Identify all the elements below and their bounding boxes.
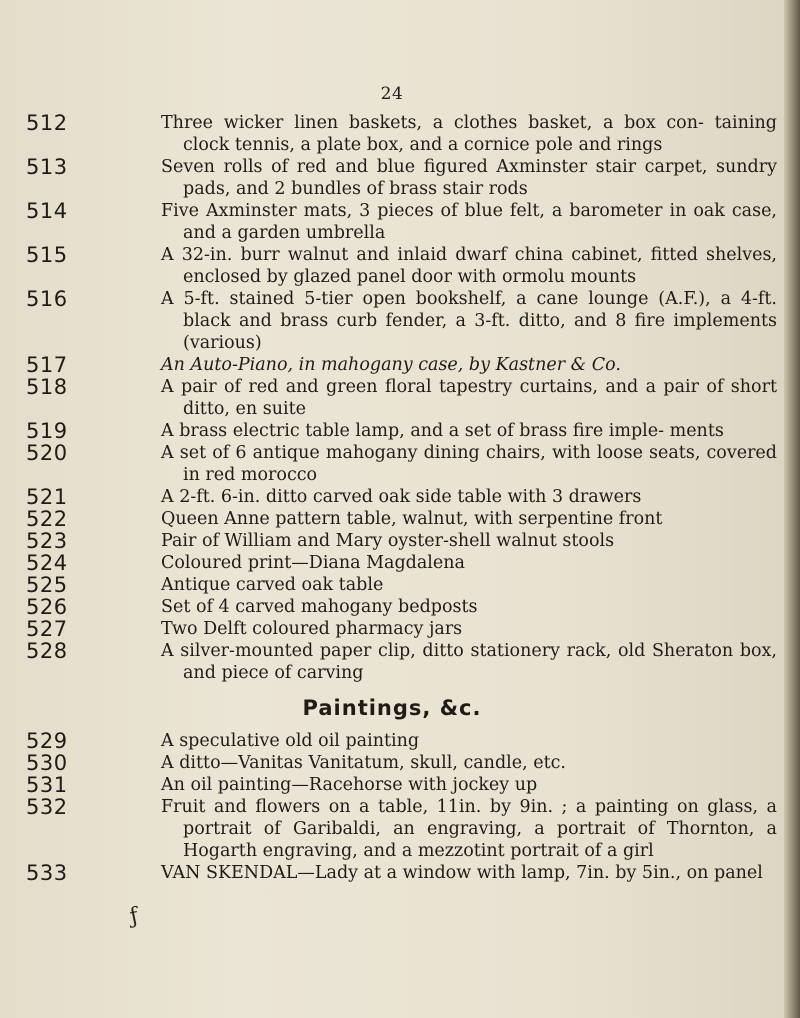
lot-number: 527 [26,617,68,641]
lot-description: A set of 6 antique mahogany dining chairs, with loose seats, covered in red morocco [161,443,777,485]
lot-description: Two Delft coloured pharmacy jars [161,619,463,639]
lot-description: An oil painting—Racehorse with jockey up [161,775,538,795]
lot-number: 524 [26,551,68,575]
lot-description: Queen Anne pattern table, walnut, with serpentine front [161,509,663,529]
lot-description: Coloured print—Diana Magdalena [161,553,465,573]
lot-number: 523 [26,529,68,553]
lot-description: A 5-ft. stained 5-tier open bookshelf, a cane lounge (A.F.), a 4-ft. black and brass curb fender, a 3-ft. ditto, and 8 fire implements (various) [161,289,777,353]
lot-number: 532 [26,795,68,819]
lot-number: 518 [26,375,68,399]
lot-description: Five Axminster mats, 3 pieces of blue felt, a barometer in oak case, and a garden umbrella [161,201,777,243]
lot-number: 514 [26,199,68,223]
lot-number: 533 [26,861,68,885]
lot-number: 516 [26,287,68,311]
lot-description: A silver-mounted paper clip, ditto stationery rack, old Sheraton box, and piece of carving [161,641,777,683]
lot-description: Three wicker linen baskets, a clothes basket, a box con- taining clock tennis, a plate box, and a cornice pole and rings [161,113,777,155]
pencil-mark: ƒ [127,903,141,930]
lot-number: 519 [26,419,68,443]
lot-description: An Auto-Piano, in mahogany case, by Kastner & Co. [161,355,621,375]
lot-description: A 2-ft. 6-in. ditto carved oak side table with 3 drawers [161,487,642,507]
lot-number: 522 [26,507,68,531]
lot-description: VAN SKENDAL—Lady at a window with lamp, 7in. by 5in., on panel [161,863,763,883]
lot-number: 526 [26,595,68,619]
lot-number: 525 [26,573,68,597]
lot-number: 515 [26,243,68,267]
lot-description: A speculative old oil painting [161,731,420,751]
lot-number: 512 [26,111,68,135]
lot-number: 530 [26,751,68,775]
lot-description: A 32-in. burr walnut and inlaid dwarf china cabinet, fitted shelves, enclosed by glazed panel door with ormolu mounts [161,245,777,287]
lot-number: 528 [26,639,68,663]
lot-number: 517 [26,353,68,377]
lot-description: A brass electric table lamp, and a set of brass fire imple- ments [161,421,724,441]
lot-description: Set of 4 carved mahogany bedposts [161,597,478,617]
page-number: 24 [380,84,404,104]
lot-number: 521 [26,485,68,509]
lot-number: 520 [26,441,68,465]
lot-description: Seven rolls of red and blue figured Axminster stair carpet, sundry pads, and 2 bundles of brass stair rods [161,157,777,199]
lot-description: Pair of William and Mary oyster-shell walnut stools [161,531,615,551]
lot-number: 529 [26,729,68,753]
lot-description: A ditto—Vanitas Vanitatum, skull, candle, etc. [161,753,566,773]
lot-number: 531 [26,773,68,797]
lot-description: A pair of red and green floral tapestry curtains, and a pair of short ditto, en suite [161,377,777,419]
lot-number: 513 [26,155,68,179]
lot-description: Fruit and flowers on a table, 11in. by 9in. ; a painting on glass, a portrait of Garibaldi, an engraving, a portrait of Thornton, a Hogarth engraving, and a mezzotint portrait of a girl [161,797,777,861]
lot-description: Antique carved oak table [161,575,384,595]
page-edge-shadow [784,0,800,1018]
section-heading: Paintings, &c. [302,696,482,720]
